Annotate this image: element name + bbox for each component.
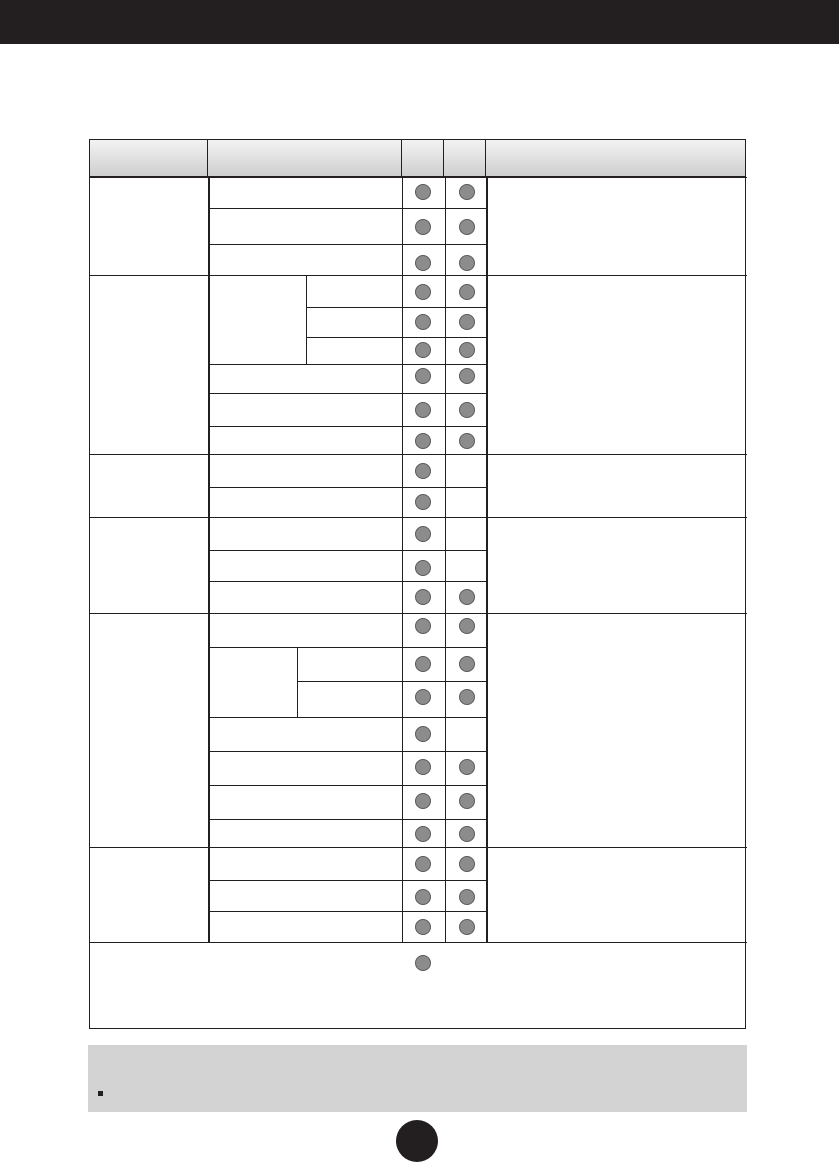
osd-menu-table [89,139,746,1029]
group-divider [90,517,747,518]
nested-column-divider [306,275,307,364]
sub-row-divider [208,426,486,427]
availability-dot [415,433,431,449]
availability-dot [459,368,475,384]
nested-row-divider [297,681,486,682]
availability-dot [459,656,475,672]
availability-dot [415,656,431,672]
availability-dot [415,793,431,809]
sub-row-divider [208,647,297,648]
sub-row-divider [208,364,486,365]
availability-dot [459,433,475,449]
availability-dot [415,689,431,705]
menu-column-divider [208,177,210,942]
analog-column-divider [445,177,446,942]
nested-row-divider [306,307,486,308]
availability-dot [459,219,475,235]
sub-row-divider [208,751,486,752]
availability-dot [415,526,431,542]
availability-dot [459,793,475,809]
sub-row-divider [208,244,486,245]
availability-dot [415,219,431,235]
group-divider [90,275,747,276]
sub-row-divider [208,911,486,912]
group-divider [90,454,747,455]
group-divider [90,942,747,943]
page-number-badge [396,1120,438,1162]
digital-column-divider [486,177,488,942]
nested-column-divider [297,647,298,717]
note-box [88,1045,747,1112]
sub-row-divider [208,819,486,820]
availability-dot [415,955,431,971]
availability-dot [415,826,431,842]
table-header-description [486,140,745,177]
availability-dot [459,184,475,200]
availability-dot [415,726,431,742]
availability-dot [459,689,475,705]
table-header-menu [90,140,208,177]
sub-row-divider [208,208,486,209]
availability-dot [459,919,475,935]
availability-dot [459,759,475,775]
note-bullet-icon [98,1091,103,1096]
submenu-column-divider [402,177,403,942]
nested-row-divider [297,647,486,648]
group-divider [90,847,747,848]
nested-row-divider [306,337,486,338]
availability-dot [459,402,475,418]
header-bar [0,0,839,44]
availability-dot [459,618,475,634]
availability-dot [459,284,475,300]
availability-dot [415,284,431,300]
availability-dot [415,919,431,935]
availability-dot [459,314,475,330]
availability-dot [415,759,431,775]
availability-dot [415,889,431,905]
table-header-digital [444,140,486,177]
availability-dot [415,494,431,510]
availability-dot [415,342,431,358]
table-body-top [90,177,747,178]
availability-dot [415,589,431,605]
sub-row-divider [208,613,486,614]
availability-dot [415,618,431,634]
sub-row-divider [208,487,486,488]
table-header-analog [402,140,444,177]
availability-dot [415,402,431,418]
sub-row-divider [208,785,486,786]
availability-dot [459,255,475,271]
availability-dot [415,255,431,271]
table-header-submenu [208,140,402,177]
availability-dot [415,184,431,200]
sub-row-divider [208,880,486,881]
availability-dot [459,826,475,842]
sub-row-divider [208,550,486,551]
availability-dot [415,314,431,330]
availability-dot [415,368,431,384]
availability-dot [415,463,431,479]
sub-row-divider [208,581,486,582]
sub-row-divider [208,393,486,394]
sub-row-divider [208,717,486,718]
availability-dot [459,589,475,605]
availability-dot [459,889,475,905]
availability-dot [459,856,475,872]
availability-dot [415,856,431,872]
availability-dot [459,342,475,358]
availability-dot [415,560,431,576]
